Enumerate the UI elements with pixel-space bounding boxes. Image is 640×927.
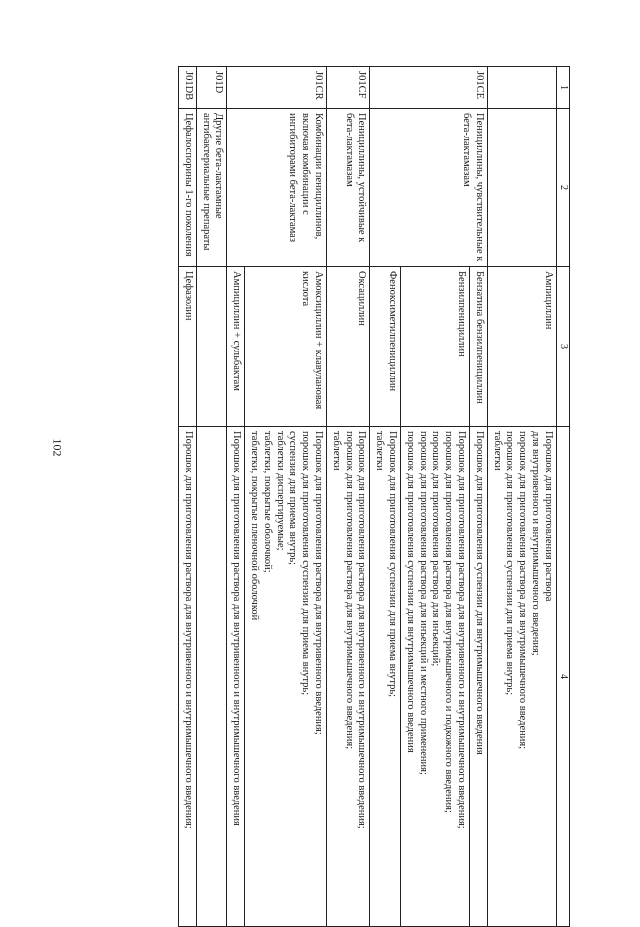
drug-name-cell: Цефазолин <box>179 267 197 427</box>
drug-name-cell <box>196 267 227 427</box>
atc-code-cell: J01CF <box>327 67 370 109</box>
drug-table <box>178 66 570 927</box>
dosage-form-line: таблетки <box>330 431 342 471</box>
dosage-form-line: Порошок для приготовления раствора для внутривенного введения; <box>313 431 325 735</box>
drug-group-cell: Другие бета-лактамные антибактериальные препараты <box>196 109 227 267</box>
dosage-form-line: порошок для приготовления суспензии для внутримышечного введения <box>404 431 416 753</box>
header-cell-4: 4 <box>556 427 569 927</box>
dosage-form-line: суспензия для приема внутрь; <box>287 431 299 566</box>
drug-group-cell: Пенициллины, устойчивые к бета-лактамазам <box>327 109 370 267</box>
dosage-form-line: Порошок для приготовления суспензии для приема внутрь; <box>387 431 399 698</box>
drug-name-cell: Оксациллин <box>327 267 370 427</box>
dosage-form-line: порошок для приготовления суспензии для приема внутрь; <box>300 431 312 696</box>
header-cell-1: 1 <box>556 67 569 109</box>
dosage-form-line: Порошок для приготовления суспензии для внутримышечного введения <box>473 431 485 755</box>
drug-group-cell: Комбинации пенициллинов, включая комбинации с ингибиторами бета-лактамаз <box>227 109 327 267</box>
dosage-form-line: таблетки, покрытые пленочной оболочкой <box>249 431 261 621</box>
dosage-form-line: порошок для приготовления раствора для инъекций и местного применения; <box>417 431 429 775</box>
dosage-form-line: порошок для приготовления раствора для внутримышечного и подкожного введения; <box>443 431 455 813</box>
dosage-form-line: порошок для приготовления раствора для внутримышечного введения; <box>517 431 529 750</box>
dosage-forms-cell <box>245 427 327 927</box>
drug-name-cell: Феноксиметилпенициллин <box>370 267 401 427</box>
header-row <box>556 67 569 927</box>
dosage-form-line: таблетки <box>374 431 386 471</box>
rotated-table-wrapper <box>90 66 570 926</box>
dosage-form-line: Порошок для приготовления раствора <box>542 431 554 602</box>
dosage-form-line: Порошок для приготовления раствора для внутривенного и внутримышечного введения; <box>456 431 468 829</box>
atc-code-cell <box>487 67 556 109</box>
atc-code-cell: J01D <box>196 67 227 109</box>
dosage-form-line: порошок для приготовления суспензии для приема внутрь; <box>504 431 516 696</box>
drug-group-cell <box>487 109 556 267</box>
atc-code-cell: J01DB <box>179 67 197 109</box>
dosage-forms-cell <box>179 427 197 927</box>
dosage-form-line: порошок для приготовления раствора для инъекций; <box>430 431 442 667</box>
table-row <box>179 67 197 927</box>
table-row <box>245 67 327 927</box>
dosage-form-line: таблетки <box>491 431 503 471</box>
dosage-form-line: порошок для приготовления раствора для внутримышечного введения; <box>343 431 355 750</box>
dosage-form-line: таблетки диспергируемые; <box>274 431 286 551</box>
dosage-forms-cell <box>470 427 488 927</box>
header-cell-2: 2 <box>556 109 569 267</box>
table-row <box>487 67 556 927</box>
drug-name-cell: Амоксициллин + клавулановая кислота <box>245 267 327 427</box>
dosage-forms-cell <box>487 427 556 927</box>
table-body <box>179 67 557 927</box>
table-row <box>470 67 488 927</box>
dosage-form-line: Порошок для приготовления раствора для внутривенного и внутримышечного введения; <box>356 431 368 829</box>
table-row <box>327 67 370 927</box>
dosage-forms-cell <box>227 427 245 927</box>
page-number: 102 <box>50 438 65 457</box>
dosage-forms-cell <box>327 427 370 927</box>
header-cell-3: 3 <box>556 267 569 427</box>
dosage-forms-cell <box>370 427 401 927</box>
atc-code-cell: J01CE <box>370 67 487 109</box>
drug-name-cell: Ампициллин + сульбактам <box>227 267 245 427</box>
dosage-form-line: Порошок для приготовления раствора для внутривенного и внутримышечного введения <box>231 431 243 826</box>
drug-group-cell: Пенициллины, чувствительные к бета-лактамазам <box>370 109 487 267</box>
dosage-forms-cell <box>196 427 227 927</box>
drug-name-cell: Бензилпенициллин <box>401 267 470 427</box>
dosage-form-line: Порошок для приготовления раствора для внутривенного и внутримышечного введения; <box>182 431 194 829</box>
drug-name-cell: Бензатина бензилпенициллин <box>470 267 488 427</box>
dosage-form-line: для внутривенного и внутримышечного введения; <box>530 431 542 656</box>
table-row <box>196 67 227 927</box>
drug-group-cell: Цефалоспорины 1-го поколения <box>179 109 197 267</box>
drug-name-cell: Ампициллин <box>487 267 556 427</box>
dosage-forms-cell <box>401 427 470 927</box>
atc-code-cell: J01CR <box>227 67 327 109</box>
dosage-form-line: таблетки, покрытые оболочкой; <box>261 431 273 573</box>
